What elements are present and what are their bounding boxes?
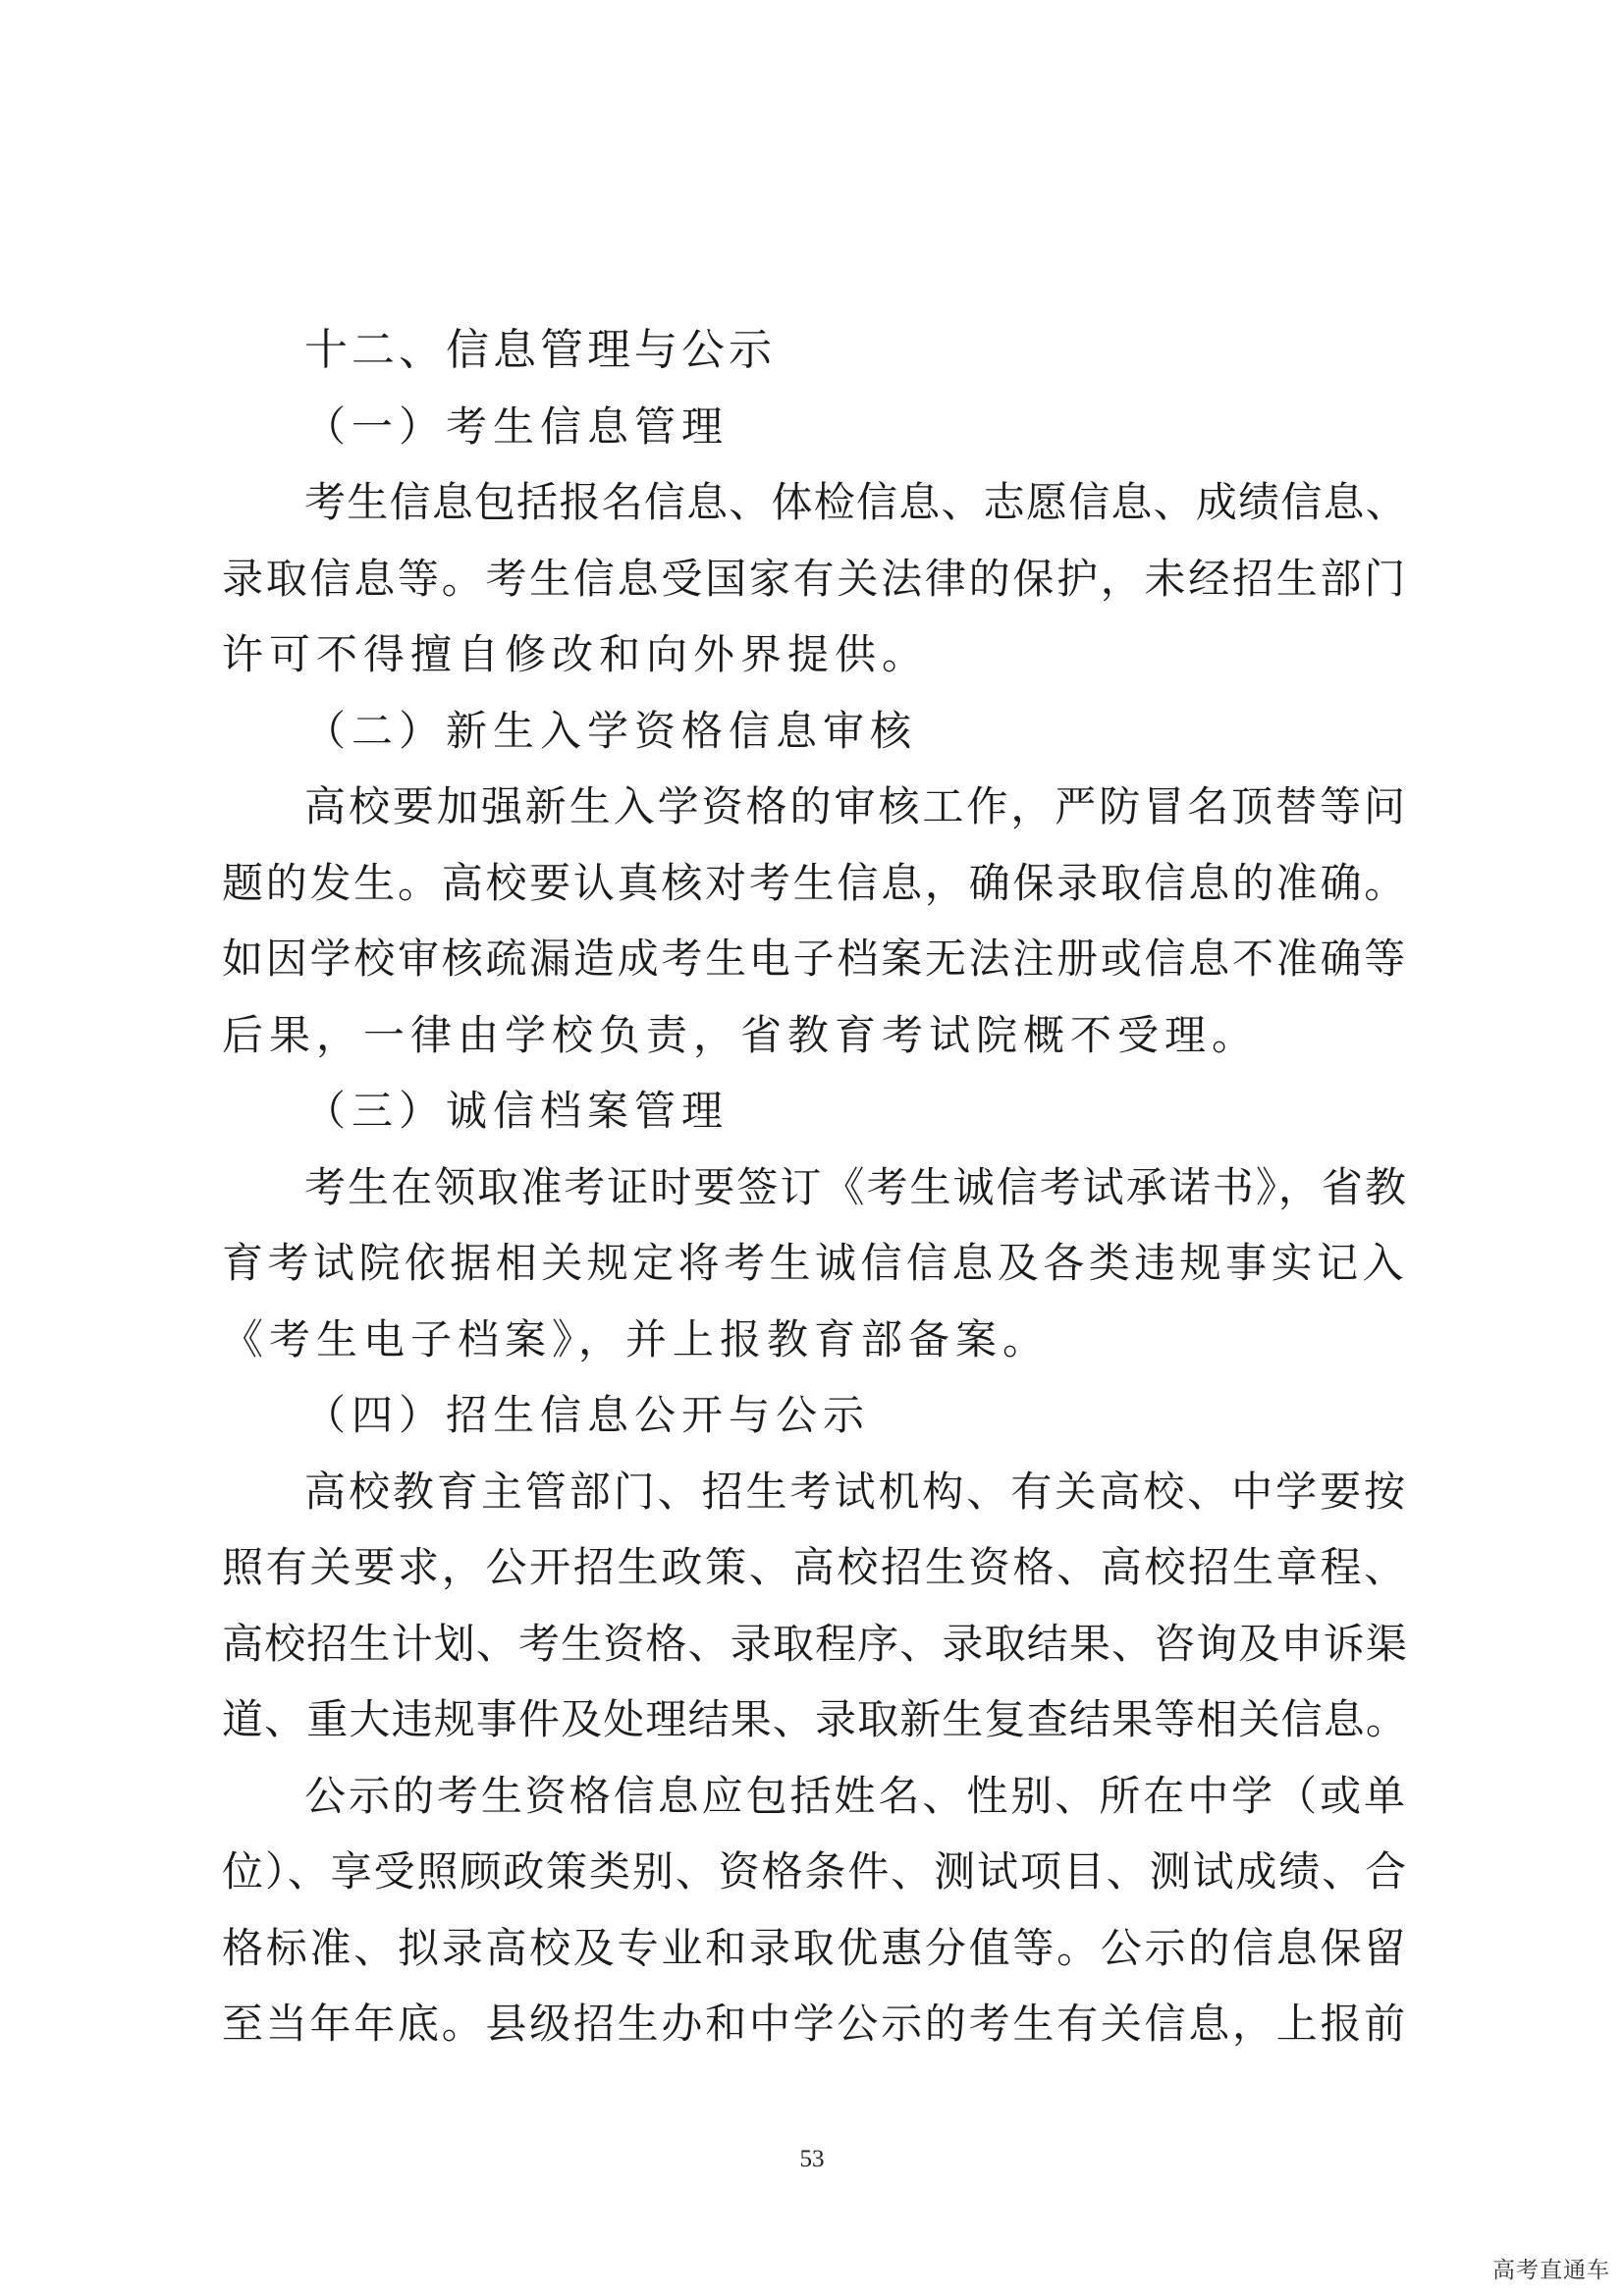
paragraph-line: 《考生电子档案》，并上报教育部备案。 xyxy=(222,1314,1051,1363)
subsection-title-1: （一）考生信息管理 xyxy=(304,401,730,451)
paragraph-line: 照有关要求，公开招生政策、高校招生资格、高校招生章程、 xyxy=(222,1543,1408,1591)
paragraph-line: 公示的考生资格信息应包括姓名、性别、所在中学（或单 xyxy=(304,1771,1408,1820)
paragraph-line: 位）、享受照顾政策类别、资格条件、测试项目、测试成绩、合 xyxy=(222,1847,1408,1896)
paragraph-line: 道、重大违规事件及处理结果、录取新生复查结果等相关信息。 xyxy=(222,1695,1408,1743)
subsection-title-4: （四）招生信息公开与公示 xyxy=(304,1391,871,1439)
paragraph-line: 考生信息包括报名信息、体检信息、志愿信息、成绩信息、 xyxy=(304,478,1408,526)
section-heading: 十二、信息管理与公示 xyxy=(304,325,776,375)
paragraph-line: 格标准、拟录高校及专业和录取优惠分值等。公示的信息保留 xyxy=(222,1923,1408,1972)
paragraph-line: 后果，一律由学校负责，省教育考试院概不受理。 xyxy=(222,1010,1260,1059)
paragraph-line: 题的发生。高校要认真核对考生信息，确保录取信息的准确。 xyxy=(222,858,1408,907)
document-body xyxy=(222,312,1408,2062)
paragraph-line: 如因学校审核疏漏造成考生电子档案无法注册或信息不准确等 xyxy=(222,934,1408,983)
paragraph-line: 高校招生计划、考生资格、录取程序、录取结果、咨询及申诉渠 xyxy=(222,1619,1408,1668)
subsection-title-2: （二）新生入学资格信息审核 xyxy=(304,706,918,755)
paragraph-line: 考生在领取准考证时要签订《考生诚信考试承诺书》，省教 xyxy=(304,1162,1408,1211)
paragraph-line: 育考试院依据相关规定将考生诚信信息及各类违规事实记入 xyxy=(222,1239,1408,1287)
subsection-title-3: （三）诚信档案管理 xyxy=(304,1087,730,1135)
paragraph-line: 录取信息等。考生信息受国家有关法律的保护，未经招生部门 xyxy=(222,554,1408,603)
paragraph-line: 高校教育主管部门、招生考试机构、有关高校、中学要按 xyxy=(304,1467,1408,1516)
paragraph-line: 至当年年底。县级招生办和中学公示的考生有关信息，上报前 xyxy=(222,2000,1408,2048)
paragraph-line: 许可不得擅自修改和向外界提供。 xyxy=(222,630,930,678)
paragraph-line: 高校要加强新生入学资格的审核工作，严防冒名顶替等问 xyxy=(304,782,1408,830)
watermark: 高考直通车 xyxy=(1492,2258,1610,2283)
page-number: 53 xyxy=(799,2146,825,2172)
